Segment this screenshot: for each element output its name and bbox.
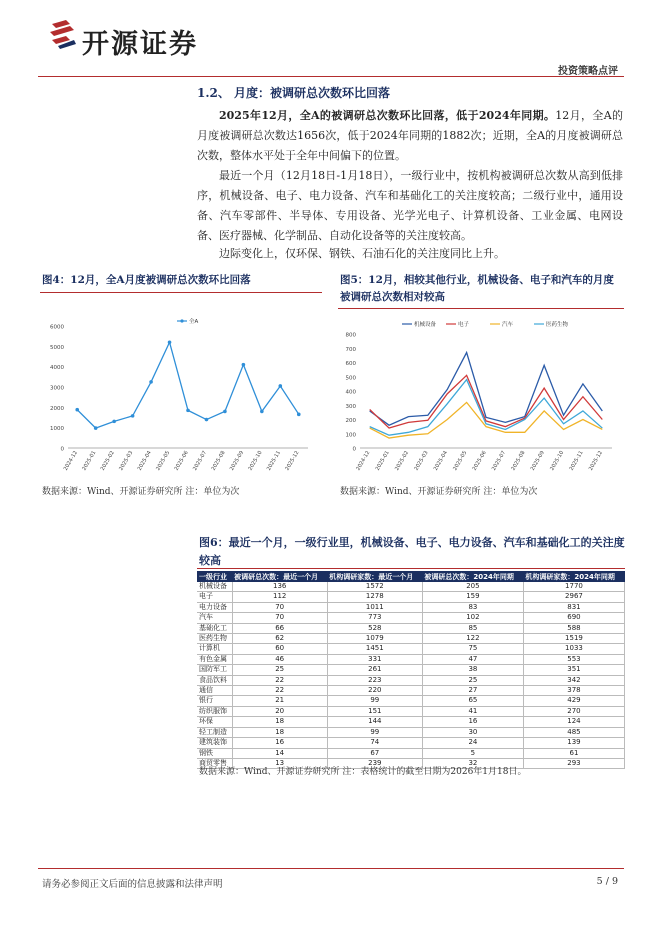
table-cell-value: 528: [327, 623, 422, 633]
table-cell-value: 5: [422, 748, 523, 758]
table-cell-value: 21: [232, 696, 327, 706]
data-point: [149, 380, 153, 384]
series-line: [77, 342, 299, 428]
table-cell-value: 25: [232, 665, 327, 675]
y-tick-label: 5000: [50, 344, 64, 351]
table-cell-industry: 汽车: [197, 613, 232, 623]
legend-marker: [180, 319, 183, 322]
page-number: 5 / 9: [596, 876, 618, 887]
table-cell-value: 70: [232, 602, 327, 612]
fig4-title: 图4：12月，全A月度被调研总次数环比回落: [42, 274, 251, 286]
data-point: [75, 408, 79, 412]
table-row: [197, 654, 625, 664]
y-tick-label: 1000: [50, 426, 64, 433]
table-row: [197, 602, 625, 612]
data-point: [186, 409, 190, 413]
table-row: [197, 748, 625, 758]
fig4-source: 数据来源：Wind、开源证券研究所 注：单位为次: [42, 487, 240, 497]
y-tick-label: 200: [345, 418, 356, 424]
x-tick-label: 2024-12: [62, 450, 79, 472]
report-category: 投资策略点评: [558, 66, 618, 77]
data-point: [297, 413, 301, 417]
x-tick-label: 2025-04: [136, 450, 153, 472]
x-tick-label: 2025-03: [118, 450, 135, 472]
table-cell-industry: 纺织服饰: [197, 706, 232, 716]
fig4-divider: [40, 292, 322, 293]
x-tick-label: 2025-07: [491, 450, 508, 472]
table-cell-value: 61: [523, 748, 624, 758]
table-cell-value: 112: [232, 592, 327, 602]
y-tick-label: 6000: [50, 324, 64, 331]
table-cell-value: 1011: [327, 602, 422, 612]
table-cell-value: 205: [422, 582, 523, 592]
table-cell-value: 124: [523, 717, 624, 727]
table-cell-value: 351: [523, 665, 624, 675]
table-cell-value: 1278: [327, 592, 422, 602]
data-point: [131, 414, 135, 418]
table-cell-value: 13: [232, 758, 327, 768]
table-cell-value: 1033: [523, 644, 624, 654]
table-cell-value: 1572: [327, 582, 422, 592]
table-cell-value: 261: [327, 665, 422, 675]
table-row: [197, 613, 625, 623]
table-cell-value: 1770: [523, 582, 624, 592]
table-cell-value: 18: [232, 717, 327, 727]
x-tick-label: 2025-07: [192, 450, 209, 472]
table-cell-industry: 轻工制造: [197, 727, 232, 737]
table-column-header: 被调研总次数：2024年同期: [422, 571, 523, 582]
data-point: [223, 410, 227, 414]
table-cell-industry: 计算机: [197, 644, 232, 654]
table-cell-value: 159: [422, 592, 523, 602]
data-point: [279, 384, 283, 388]
table-cell-value: 102: [422, 613, 523, 623]
table-row: [197, 727, 625, 737]
table-column-header: 机构调研家数：2024年同期: [523, 571, 624, 582]
table-cell-industry: 食品饮料: [197, 675, 232, 685]
table-row: [197, 675, 625, 685]
logo-icon: [48, 18, 78, 50]
table-cell-industry: 医药生物: [197, 634, 232, 644]
table-cell-value: 2967: [523, 592, 624, 602]
table-cell-value: 342: [523, 675, 624, 685]
data-point: [260, 410, 264, 414]
fig5-title: 图5：12月，相较其他行业，机械设备、电子和汽车的月度被调研总次数相对较高: [340, 274, 614, 303]
x-tick-label: 2025-12: [284, 450, 301, 472]
table-cell-value: 223: [327, 675, 422, 685]
table-row: [197, 665, 625, 675]
table-row: [197, 644, 625, 654]
x-tick-label: 2025-10: [549, 450, 566, 472]
table-cell-value: 690: [523, 613, 624, 623]
x-tick-label: 2025-03: [413, 450, 430, 472]
y-tick-label: 4000: [50, 365, 64, 372]
table-cell-value: 66: [232, 623, 327, 633]
table-cell-industry: 基础化工: [197, 623, 232, 633]
fig4-chart: [40, 312, 322, 478]
table-cell-value: 32: [422, 758, 523, 768]
table-cell-industry: 机械设备: [197, 582, 232, 592]
table-cell-value: 331: [327, 654, 422, 664]
fig6-table-wrap: [197, 571, 625, 769]
table-row: [197, 623, 625, 633]
table-row: [197, 696, 625, 706]
legend-label: 机械设备: [414, 322, 437, 328]
y-tick-label: 400: [345, 389, 356, 396]
table-cell-value: 239: [327, 758, 422, 768]
table-cell-industry: 通信: [197, 686, 232, 696]
table-cell-industry: 建筑装饰: [197, 738, 232, 748]
x-tick-label: 2025-08: [510, 450, 527, 472]
table-cell-value: 74: [327, 738, 422, 748]
table-cell-value: 1451: [327, 644, 422, 654]
x-tick-label: 2025-01: [374, 450, 391, 472]
table-cell-value: 553: [523, 654, 624, 664]
y-tick-label: 600: [345, 361, 356, 367]
legend-label: 医药生物: [546, 322, 569, 328]
x-tick-label: 2025-02: [394, 450, 411, 472]
table-cell-value: 46: [232, 654, 327, 664]
table-cell-industry: 国防军工: [197, 665, 232, 675]
legend-label: 电子: [458, 322, 470, 328]
legend-label: 全A: [189, 319, 199, 325]
table-cell-value: 20: [232, 706, 327, 716]
paragraph-3: 边际变化上，仅环保、钢铁、石油石化的关注度同比上升。: [219, 247, 505, 260]
table-cell-value: 378: [523, 686, 624, 696]
legend-label: 汽车: [502, 322, 514, 328]
y-tick-label: 3000: [50, 385, 64, 392]
table-cell-value: 85: [422, 623, 523, 633]
table-row: [197, 634, 625, 644]
table-cell-value: 70: [232, 613, 327, 623]
table-cell-value: 14: [232, 748, 327, 758]
x-tick-label: 2025-02: [99, 450, 116, 472]
table-cell-value: 22: [232, 686, 327, 696]
x-tick-label: 2025-11: [568, 450, 585, 472]
table-cell-industry: 有色金属: [197, 654, 232, 664]
table-cell-value: 25: [422, 675, 523, 685]
table-cell-value: 67: [327, 748, 422, 758]
table-column-header: 一级行业: [197, 571, 232, 582]
table-cell-industry: 钢铁: [197, 748, 232, 758]
table-cell-value: 270: [523, 706, 624, 716]
fig6-title: 图6：最近一个月，一级行业里，机械设备、电子、电力设备、汽车和基础化工的关注度较高: [199, 536, 625, 567]
table-cell-value: 30: [422, 727, 523, 737]
y-tick-label: 2000: [50, 405, 64, 412]
x-tick-label: 2024-12: [355, 450, 372, 472]
table-row: [197, 686, 625, 696]
x-tick-label: 2025-12: [587, 450, 605, 472]
table-cell-industry: 电力设备: [197, 602, 232, 612]
footer-disclaimer: 请务必参阅正文后面的信息披露和法律声明: [42, 879, 223, 890]
table-cell-value: 831: [523, 602, 624, 612]
x-tick-label: 2025-04: [432, 450, 449, 472]
x-tick-label: 2025-08: [210, 450, 227, 472]
table-cell-value: 773: [327, 613, 422, 623]
y-tick-label: 300: [345, 403, 356, 410]
x-tick-label: 2025-09: [229, 450, 246, 472]
fig5-source: 数据来源：Wind、开源证券研究所 注：单位为次: [340, 487, 538, 497]
table-cell-industry: 环保: [197, 717, 232, 727]
table-cell-value: 60: [232, 644, 327, 654]
table-cell-value: 122: [422, 634, 523, 644]
footer-divider: [38, 868, 624, 869]
table-row: [197, 738, 625, 748]
table-cell-value: 22: [232, 675, 327, 685]
x-tick-label: 2025-11: [265, 450, 283, 472]
table-row: [197, 717, 625, 727]
y-tick-label: 800: [345, 332, 356, 339]
table-column-header: 机构调研家数：最近一个月: [327, 571, 422, 582]
y-tick-label: 0: [60, 446, 64, 453]
table-cell-value: 136: [232, 582, 327, 592]
x-tick-label: 2025-10: [247, 450, 264, 472]
x-tick-label: 2025-06: [471, 450, 488, 472]
table-cell-value: 16: [232, 738, 327, 748]
fig5-chart: [338, 314, 624, 478]
table-header-row: [197, 571, 625, 582]
fig6-source: 数据来源：Wind、开源证券研究所 注：表格统计的截至日期为2026年1月18日。: [199, 767, 527, 777]
table-row: [197, 706, 625, 716]
table-cell-value: 16: [422, 717, 523, 727]
y-tick-label: 0: [352, 446, 356, 453]
table-cell-industry: 银行: [197, 696, 232, 706]
table-cell-value: 1519: [523, 634, 624, 644]
table-cell-value: 83: [422, 602, 523, 612]
table-cell-value: 62: [232, 634, 327, 644]
paragraph-1: [197, 106, 623, 166]
table-cell-value: 24: [422, 738, 523, 748]
x-tick-label: 2025-06: [173, 450, 190, 472]
paragraph-1-lead: 2025年12月，全A的被调研总次数环比回落，低于2024年同期。: [219, 109, 556, 122]
table-cell-value: 588: [523, 623, 624, 633]
table-cell-value: 18: [232, 727, 327, 737]
data-point: [94, 426, 98, 430]
table-row: [197, 592, 625, 602]
table-cell-value: 151: [327, 706, 422, 716]
table-cell-value: 1079: [327, 634, 422, 644]
section-title: 1.2、 月度：被调研总次数环比回落: [197, 86, 391, 100]
table-cell-value: 47: [422, 654, 523, 664]
table-cell-value: 65: [422, 696, 523, 706]
company-name: 开源证券: [82, 29, 198, 60]
fig6-divider: [197, 568, 625, 569]
table-cell-value: 38: [422, 665, 523, 675]
y-tick-label: 500: [345, 375, 356, 382]
data-point: [112, 420, 116, 424]
paragraph-2: 最近一个月（12月18日-1月18日），一级行业中，按机构被调研总次数从高到低排序，机械设备、电子、电力设备、汽车和基础化工的关注度较高；二级行业中，通用设备、汽车零部件、半导体、专用设备、光学光电子、计算机设备、工业金属、电网设备、医疗器械、化学制品、自动化设备等的关注度较高。: [197, 169, 623, 242]
table-cell-value: 27: [422, 686, 523, 696]
x-tick-label: 2025-05: [452, 450, 469, 472]
table-cell-value: 485: [523, 727, 624, 737]
table-cell-value: 99: [327, 727, 422, 737]
company-logo: [48, 18, 78, 50]
table-column-header: 被调研总次数：最近一个月: [232, 571, 327, 582]
paragraph-1-body: 12月，全A的月度被调研总次数达1656次，低于2024年同期的1882次；近期，全A的月度被调研总次数，整体水平处于全年中间偏下的位置。: [197, 109, 623, 162]
data-point: [242, 363, 246, 367]
x-tick-label: 2025-01: [81, 450, 98, 472]
header-divider: [38, 76, 624, 77]
table-cell-industry: 电子: [197, 592, 232, 602]
table-cell-value: 75: [422, 644, 523, 654]
table-cell-value: 220: [327, 686, 422, 696]
table-cell-value: 429: [523, 696, 624, 706]
table-cell-value: 41: [422, 706, 523, 716]
series-line: [370, 375, 603, 428]
y-tick-label: 700: [345, 346, 356, 353]
table-cell-value: 139: [523, 738, 624, 748]
table-cell-value: 293: [523, 758, 624, 768]
x-tick-label: 2025-09: [529, 450, 546, 472]
fig5-divider: [338, 308, 624, 309]
data-point: [205, 418, 209, 422]
industry-table: [197, 571, 625, 769]
table-cell-value: 144: [327, 717, 422, 727]
table-row: [197, 582, 625, 592]
table-cell-industry: 商贸零售: [197, 758, 232, 768]
table-cell-value: 99: [327, 696, 422, 706]
x-tick-label: 2025-05: [155, 450, 172, 472]
y-tick-label: 100: [345, 432, 356, 439]
data-point: [168, 340, 172, 344]
